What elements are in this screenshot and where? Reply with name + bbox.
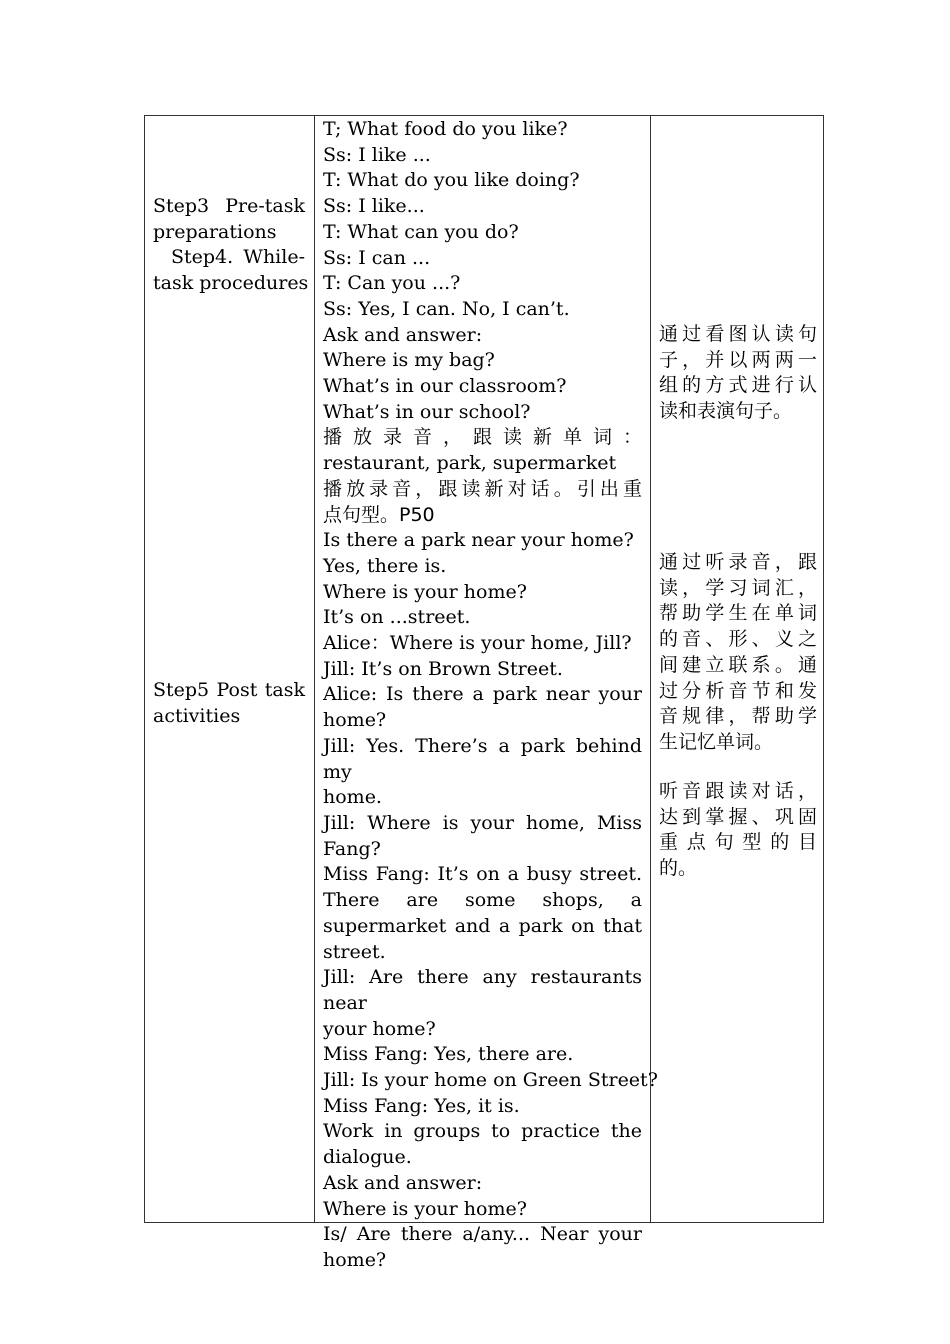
step-3-4-label: Step3 Pre-task preparations Step4. While- task procedures: [153, 195, 309, 295]
lesson-plan-table: [144, 115, 824, 1271]
purpose-dialogue: 听音跟读对话， 达到掌握、巩固 重点句型的目 的。: [659, 780, 817, 880]
purpose-reading: 通过看图认读句 子，并以两两一 组的方式进行认 读和表演句子。: [659, 323, 817, 423]
step-5-label: Step5 Post task activities: [153, 679, 305, 727]
procedures-text: T; What food do you like? Ss: I like ... T: What do you like doing? Ss: I like... T: What can you do? Ss: I can ... T: Can you ...? Ss: Yes, I can. No, I can’t. Ask and answer: Where is my bag? What’s in our classroom? What’s in our school? 播放录音，跟读新单词： restaurant, park, supermarket 播放录音，跟读新对话。引出重 点句型。P50 Is there a park near your home? Yes, there is. Where is your home? It’s on ...street. Alice：Where is your home, Jill? Jill: It’s on Brown Street. Alice: Is there a park near your home? Jill: Yes. There’s a park behind my home. Jill: Where is your home, Miss Fang? Miss Fang: It’s on a busy street. There are some shops, a supermarket and a park on that street. Jill: Are there any restaurants near your home? Miss Fang: Yes, there are. Jill: Is your home on Green Street? Miss Fang: Yes, it is. Work in groups to practice the dialogue. Ask and answer: Where is your home? Is/ Are there a/any... Near your home?: [323, 118, 658, 1271]
purpose-vocabulary: 通过听录音，跟 读，学习词汇， 帮助学生在单词 的音、形、义之 间建立联系。通 过分析音节和发 音规律，帮助学 生记忆单词。: [659, 551, 817, 753]
column-divider: [314, 116, 315, 1222]
column-divider: [650, 116, 651, 1222]
